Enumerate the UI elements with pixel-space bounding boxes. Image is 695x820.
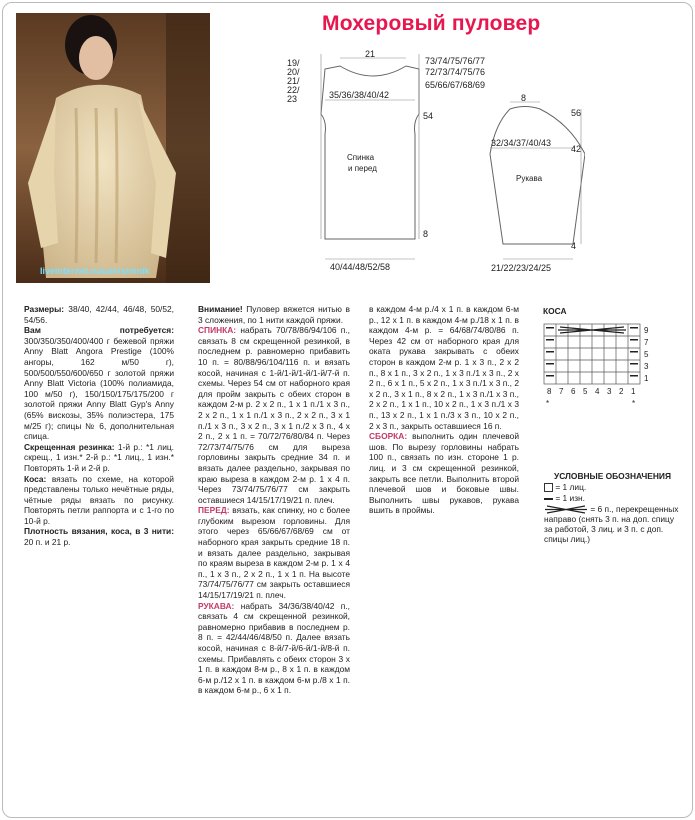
chart-col-2: 2 xyxy=(619,387,624,396)
chart-col-8: 8 xyxy=(547,387,552,396)
back-label-2: и перед xyxy=(348,164,377,173)
chart-col-7: 7 xyxy=(559,387,564,396)
front-section-text: вязать, как спинку, но с более глубоким вырезом горловины. Для этого через 65/66/67/68/69 см от наборного края закрыть средние 18 п. и вязать далее раздельно, закрывая по краям выреза в каждом 2-м р. 1 х 4 п., 1 х 3 п., 2 х 2 п., 1 х 1 п. На высоте 73/74/75/76/77 см закрыть оставшиеся 14/15/17/19/21 п. плеч. xyxy=(198,505,350,601)
sleeves-section-text: набрать 34/36/38/40/42 п., связать 4 см скрещенной резинкой, равномерно прибавив в последнем р. 8 п. = 42/44/46/48/50 п. Далее вязать косой, начиная с 8-й/7-й/6-й/1-й/8-й п. схемы. Прибавлять с обеих сторон 3 х 1 п. в каждом 8-м р., 8 х 1 п. в каждом 6-м р./12 х 1 п. в каждом 6-м р./8 х 1 п. в каждом 6-м р., 6 х 1 п. xyxy=(198,600,350,696)
kosa-text: вязать по схеме, на которой представлены только нечётные ряды, чётные ряды вязать по рисунку. Повторять петли раппорта и с 1-го по 10-й р. xyxy=(24,473,174,526)
back-top-width: 21 xyxy=(365,49,376,59)
shoulder-1: 20/ xyxy=(287,67,300,77)
back-section-text: набрать 70/78/86/94/106 п., связать 8 см скрещенной резинкой, в последнем р. равномерно прибавить 10 п. = 80/88/96/104/116 п. и вязать косой, начиная с 1-й/1-й/1-й/1-й/7-й п. схемы. Через 54 см от наборного края для пройм закрыть с обеих сторон в каждом 2-м р. 2 х 2 п., 1 х 1 п./1 х 3 п., 2 х 2 п., 1 х 1 п./1 х 3 п., 2 х 2 п., 3 х 1 п./1 х 3 п., 3 х 2 п., 3 х 1 п./2 х 3 п., 4 х 2 п., 2 х 1 п. = 70/72/76/80/84 п. Через 72/73/74/75/76 см для выреза горловины закрыть средние 34 п. и вязать далее раздельно, закрывая по краю выреза в каждом 2-м р. 1 х 4 п. Через 73/74/75/76/77 см закрыть оставшиеся 14/15/17/19/21 п. плеч. xyxy=(198,325,350,505)
sizes-text: 38/40, 42/44, 46/48, 50/52, 54/56. xyxy=(24,304,174,325)
chart-row-3: 3 xyxy=(644,362,649,371)
cable-chart xyxy=(540,318,660,410)
need-label: Вам потребуется: xyxy=(24,325,174,336)
kosa-label: Коса: xyxy=(24,473,47,484)
page-title: Мохеровый пуловер xyxy=(322,12,541,35)
shoulder-2: 21/ xyxy=(287,76,300,86)
back-section-label: СПИНКА: xyxy=(198,325,237,336)
chart-star-left: * xyxy=(546,399,550,408)
back-height-total: 73/74/75/76/77 xyxy=(425,56,486,66)
back-54: 54 xyxy=(423,111,434,121)
back-armhole: 65/66/67/68/69 xyxy=(425,80,486,90)
sleeve-56: 56 xyxy=(571,108,582,118)
pattern-schema xyxy=(285,44,585,274)
back-label-1: Спинка xyxy=(347,153,375,162)
density-text: 20 п. и 21 р. xyxy=(24,537,71,548)
cable-symbol xyxy=(544,505,588,514)
legend-knit-text: = 1 лиц. xyxy=(553,482,587,492)
legend-title: УСЛОВНЫЕ ОБОЗНАЧЕНИЯ xyxy=(554,471,671,481)
sleeve-upper-width: 32/34/37/40/43 xyxy=(491,138,552,148)
sleeve-42: 42 xyxy=(571,144,582,154)
legend-purl-text: = 1 изн. xyxy=(553,493,585,503)
shoulder-3: 22/ xyxy=(287,85,300,95)
sleeve-label: Рукава xyxy=(516,174,543,183)
rib-label: Скрещенная резинка: xyxy=(24,441,115,452)
sleeves-continued: в каждом 4-м р./4 х 1 п. в каждом 6-м р., 12 х 1 п. в каждом 4-м р./18 х 1 п. в каждом 4-м р. = 64/68/74/80/86 п. Через 42 см от наборного края для оката рукава закрывать с обеих сторон в каждом 2-м р. 1 х 3 п., 2 х 2 п., 8 х 1 п., 3 х 2 п., 1 х 3 п./1 х 3 п., 2 х 2 п., 6 х 1 п., 5 х 2 п., 1 х 3 п./1 х 3 п., 2 х 2 п., 3 х 1 п., 8 х 2 п., 1 х 3 п./1 х 3 п., 2 х 2 п., 1 х 1 п., 10 х 2 п., 1 х 3 п./1 х 3 п., 13 х 2 п., 1 х 1 п./3 х 3 п., 10 х 2 п., 2 х 3 п., закрыть оставшиеся 16 п. xyxy=(369,304,519,431)
model-photo xyxy=(16,13,210,283)
watermark: liveinternet.ru/users/mnik xyxy=(40,266,150,276)
purl-symbol xyxy=(544,498,553,500)
text-column-3 xyxy=(369,304,519,516)
sleeves-section-label: РУКАВА: xyxy=(198,600,235,611)
sizes-label: Размеры: xyxy=(24,304,65,314)
attention-label: Внимание! xyxy=(198,304,243,314)
legend-cable-text: = 6 п., перекрещенных направо (снять 3 п. на доп. спицу за работой, 3 лиц. и 3 п. с доп. спицы лиц.) xyxy=(544,504,679,545)
chart-col-5: 5 xyxy=(583,387,588,396)
chart-row-9: 9 xyxy=(644,326,649,335)
attention-text: Пуловер вяжется нитью в 3 сложения, по 1 нити каждой пряжи. xyxy=(198,304,350,325)
sleeve-4: 4 xyxy=(571,241,577,251)
chart-row-5: 5 xyxy=(644,350,649,359)
legend-purl xyxy=(544,493,585,503)
chart-title: КОСА xyxy=(543,306,567,316)
front-section-label: ПЕРЕД: xyxy=(198,505,230,516)
legend-knit xyxy=(544,482,586,492)
rib-text: 1-й р.: *1 лиц. скрещ., 1 изн.* 2-й р.: *1 лиц., 1 изн.* Повторять 1-й и 2-й р. xyxy=(24,441,174,473)
chart-row-7: 7 xyxy=(644,338,649,347)
legend-cable xyxy=(544,504,684,544)
need-text: 300/350/350/400/400 г бежевой пряжи Anny Blatt Angora Prestige (100% ангоры, 162 м/50 г), 500/500/550/600/650 г золотой пряжи Anny Blatt Victoria (100% полиамида, 100 м/50 г), 150/150/175/175/200 г золотой пряжи Anny Blatt Gyp's Anny (65% вискозы, 35% полиэстера, 175 м/25 г); спицы № 6, дополнительная спица. xyxy=(24,335,174,442)
chart-col-3: 3 xyxy=(607,387,612,396)
sleeve-top: 8 xyxy=(521,93,527,103)
chart-col-1: 1 xyxy=(631,387,636,396)
shoulder-4: 23 xyxy=(287,94,298,104)
chart-star-right: * xyxy=(632,399,636,408)
assembly-label: СБОРКА: xyxy=(369,431,408,442)
sleeve-bottom-width: 21/22/23/24/25 xyxy=(491,263,552,273)
back-8: 8 xyxy=(423,229,429,239)
text-column-1 xyxy=(24,304,174,548)
chart-col-4: 4 xyxy=(595,387,600,396)
back-bottom-width: 40/44/48/52/58 xyxy=(330,262,391,272)
density-label: Плотность вязания, коса, в 3 нити: xyxy=(24,526,174,537)
back-height-neck: 72/73/74/75/76 xyxy=(425,67,486,77)
shoulder-0: 19/ xyxy=(287,58,300,68)
back-chest-width: 35/36/38/40/42 xyxy=(329,90,390,100)
assembly-text: выполнить один плечевой шов. По вырезу горловины набрать 100 п., связать по изн. стороне 1 р. лиц. и 3 см скрещенной резинкой, закрыть все петли. Выполнить второй плечевой шов и боковые швы. Выполнить швы рукавов, рукава вшить в проймы. xyxy=(369,431,519,516)
knit-symbol xyxy=(544,483,553,492)
chart-row-1: 1 xyxy=(644,374,649,383)
chart-col-6: 6 xyxy=(571,387,576,396)
text-column-2 xyxy=(198,304,350,696)
